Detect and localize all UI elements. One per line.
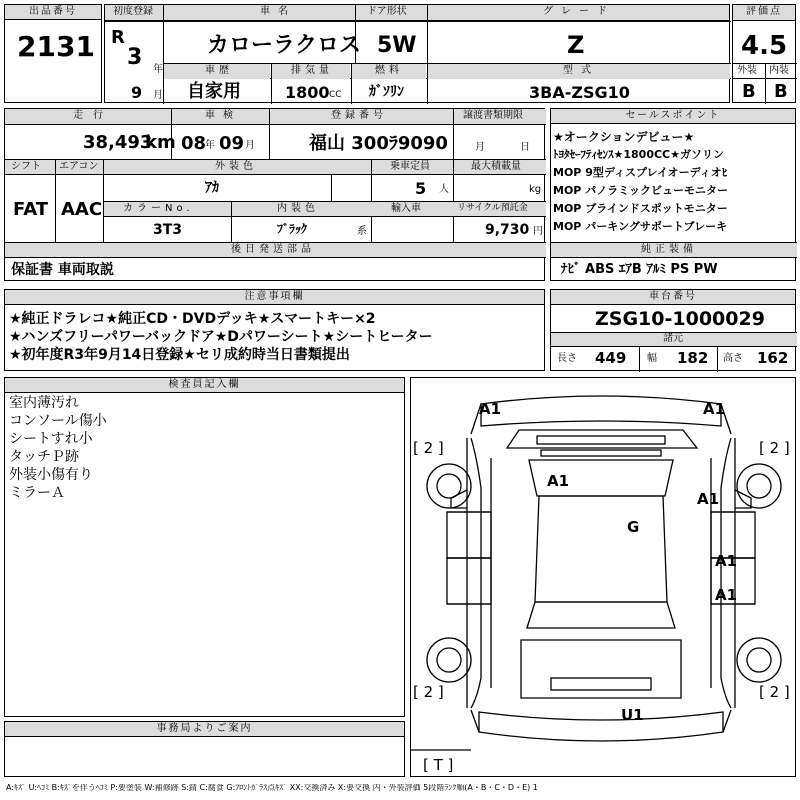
damage-mark: G: [627, 518, 640, 536]
import-label: 輸入車: [391, 203, 421, 214]
int-color-value: ﾌﾞﾗｯｸ: [277, 222, 308, 236]
displacement-unit: CC: [329, 90, 342, 100]
chassis-number: ZSG10-1000029: [595, 308, 765, 330]
notes-line: ★純正ドラレコ★純正CD・DVDデッキ★スマートキー×2: [9, 311, 376, 327]
details-box: [4, 108, 545, 281]
capacity-value: 5: [415, 179, 427, 198]
notes-label: 注意事項欄: [5, 290, 544, 305]
type-label: 型式: [563, 65, 599, 76]
damage-mark: A1: [479, 400, 502, 418]
notes-line: ★初年度R3年9月14日登録★セリ成約時当日書類提出: [9, 347, 350, 363]
car-diagram: [410, 377, 796, 777]
tire-front-right: [ 2 ]: [759, 439, 790, 457]
spare-tire: [ T ]: [423, 756, 454, 774]
mileage-value: 38,493: [83, 132, 153, 153]
ac-value: AAC: [61, 199, 103, 220]
inspection-month: 09: [219, 133, 245, 154]
transfer-day: 日: [520, 142, 530, 153]
model-label: 車名: [260, 6, 296, 17]
recycle-label: リサイクル預託金: [457, 203, 528, 213]
sales-line: MOP ブラインドスポットモニター: [553, 202, 728, 215]
ext-label: 外装: [737, 65, 757, 76]
chassis-label: 車台番号: [551, 290, 795, 305]
inspection-year: 08: [181, 133, 207, 154]
chassis-box: [550, 289, 796, 371]
car-outline: [411, 378, 797, 778]
sales-line: ★オークションデビュー★: [553, 130, 695, 144]
inspector-line: 室内薄汚れ: [9, 395, 79, 411]
int-label: 内装: [769, 65, 789, 76]
tire-front-left: [ 2 ]: [413, 439, 444, 457]
mileage-unit: km: [145, 132, 176, 153]
history-label: 車歴: [205, 65, 233, 76]
inspection-label: 車検: [205, 110, 241, 121]
notes-line: ★ハンズフリーパワーバックドア★Dパワーシート★シートヒーター: [9, 329, 433, 345]
sales-line: MOP パノラミックビューモニター: [553, 184, 728, 197]
inspector-line: タッチＰ跡: [9, 449, 79, 465]
doors-value: 5W: [377, 33, 417, 58]
damage-mark: A1: [703, 400, 726, 418]
notes-box: [4, 289, 545, 371]
inspector-label: 検査員記入欄: [5, 378, 404, 393]
office-box: [4, 721, 405, 777]
int-color-unit: 系: [357, 226, 367, 237]
grade-value: Z: [567, 31, 585, 59]
model-name: カローラクロス: [207, 33, 362, 58]
fuel-label: 燃料: [375, 65, 403, 76]
height-value: 162: [757, 349, 789, 367]
equip-value: ﾅﾋﾞ ABS ｴｱB ｱﾙﾐ PS PW: [561, 262, 718, 277]
width-value: 182: [677, 349, 709, 367]
transfer-label: 譲渡書類期限: [463, 110, 523, 121]
mileage-label: 走行: [73, 110, 113, 121]
later-label: 後日発送部品: [231, 244, 315, 255]
color-no-value: 3T3: [153, 222, 183, 238]
length-label: 長さ: [557, 353, 577, 364]
score-box: [732, 4, 796, 103]
damage-mark: A1: [697, 490, 720, 508]
shift-label: シフト: [11, 161, 41, 172]
lot-box: [4, 4, 102, 103]
ext-grade: B: [742, 81, 756, 102]
inspector-line: シートすれ小: [9, 431, 93, 447]
recycle-value: 9,730: [485, 222, 530, 238]
type-value: 3BA-ZSG10: [529, 83, 630, 102]
color-no-label: カラーNo.: [123, 203, 194, 214]
sales-line: MOP 9型ディスプレイオーディオﾋ: [553, 166, 728, 179]
score-label: 評価点: [733, 5, 795, 21]
recycle-unit: 円: [533, 226, 543, 237]
office-label: 事務局よりご案内: [5, 722, 404, 737]
equip-label: 純正装備: [641, 244, 697, 255]
plate-label: 登録番号: [331, 110, 387, 121]
inspector-box: [4, 377, 405, 717]
tire-rear-right: [ 2 ]: [759, 683, 790, 701]
first-reg-label: 初度登録: [113, 6, 153, 17]
inspector-line: 外装小傷有り: [9, 467, 93, 483]
history-value: 自家用: [187, 81, 241, 102]
capacity-unit: 人: [439, 184, 449, 195]
dims-label: 諸元: [663, 333, 683, 344]
damage-mark: U1: [621, 706, 644, 724]
width-label: 幅: [647, 353, 657, 364]
inspector-line: ミラーＡ: [9, 485, 65, 501]
ext-color-label: 外装色: [215, 161, 257, 172]
capacity-label: 乗車定員: [390, 161, 430, 172]
inspection-year-unit: 年: [205, 140, 215, 151]
inspection-month-unit: 月: [245, 140, 255, 151]
month-unit: 月: [153, 90, 163, 101]
legend: A:ｷｽﾞ U:ﾍｺﾐ B:ｷｽﾞを伴うﾍｺﾐ P:要塗装 W:補修跡 S:錆 C:腐食 G:ﾌﾛﾝﾄｶﾞﾗｽ点ｷｽﾞ XX:交換済み X:要交換 内・外装評価 5段階ﾗﾝｸ順(A・B・C・D・E) 1: [6, 784, 538, 792]
tire-rear-left: [ 2 ]: [413, 683, 444, 701]
shift-value: FAT: [13, 199, 49, 220]
damage-mark: A1: [715, 586, 738, 604]
plate-value: 福山 300ﾗ9090: [309, 133, 448, 154]
sales-line: MOP パーキングサポートブレーキ: [553, 220, 728, 233]
era: R: [111, 27, 125, 48]
score-value: 4.5: [741, 31, 788, 61]
ac-label: エアコン: [59, 161, 99, 172]
sales-box: [550, 108, 796, 281]
load-label: 最大積載量: [471, 161, 521, 172]
int-color-label: 内装色: [277, 203, 319, 214]
height-label: 高さ: [723, 353, 743, 364]
length-value: 449: [595, 349, 627, 367]
displacement-label: 排気量: [291, 65, 333, 76]
load-unit: kg: [529, 184, 542, 195]
displacement-value: 1800: [285, 83, 330, 102]
damage-mark: A1: [715, 552, 738, 570]
ext-color-value: ｱｶ: [205, 180, 219, 196]
later-value: 保証書 車両取説: [11, 262, 114, 278]
first-reg-year: 3: [127, 45, 143, 70]
damage-mark: A1: [547, 472, 570, 490]
doors-label: ドア形状: [367, 6, 407, 17]
sales-line: ﾄﾖﾀｾｰﾌﾃｨｾﾝｽ★1800CC★ガソリン: [553, 148, 724, 161]
info-box: [104, 4, 730, 103]
lot-label: 出品番号: [5, 5, 101, 20]
first-reg-month: 9: [131, 83, 143, 102]
inspector-line: コンソール傷小: [9, 413, 107, 429]
int-grade: B: [774, 81, 788, 102]
sales-label: セールスポイント: [551, 109, 795, 124]
year-unit: 年: [153, 64, 163, 75]
header-box: [4, 4, 796, 103]
fuel-value: ｶﾞｿﾘﾝ: [369, 84, 404, 100]
transfer-month: 月: [475, 142, 485, 153]
grade-label: グレード: [543, 6, 615, 17]
lot-number: 2131: [17, 30, 95, 63]
